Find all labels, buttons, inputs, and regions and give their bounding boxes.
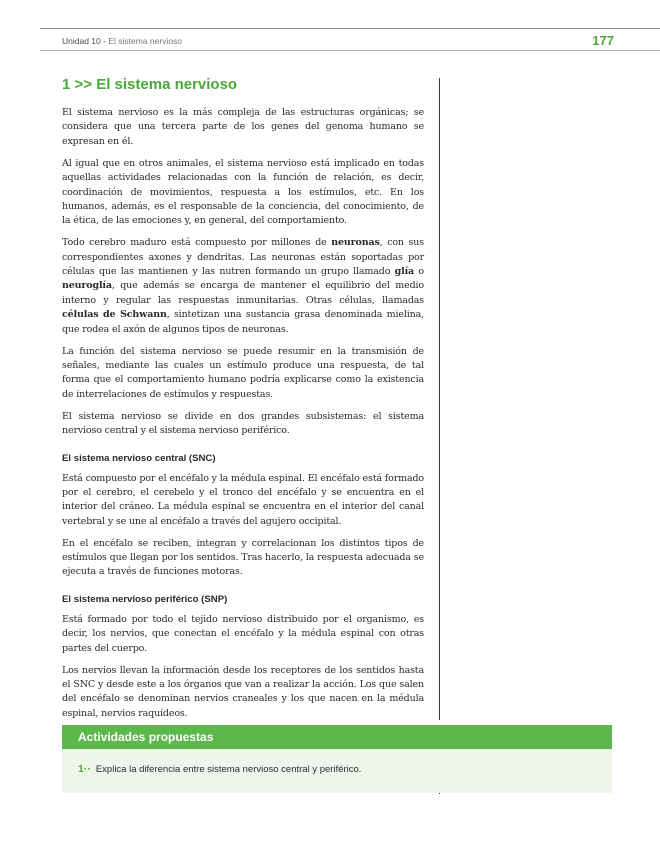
text-run: Todo cerebro maduro está compuesto por millones de [62,237,332,249]
term-neuroglia: neuroglía [62,280,112,292]
unit-name: Unidad 10 [62,36,101,46]
text-run: o [414,266,424,278]
paragraph-snc-composition: Está compuesto por el encéfalo y la médula espinal. El encéfalo está formado por el cerebro, el cerebelo y el tronco del encéfalo y se encuentra en el interior del cráneo. La médula espinal se encuentra en el interior del canal vertebral y se une al encéfalo a través del agujero occipital. [62,472,424,527]
paragraph-neurons [62,236,424,337]
unit-subtitle: El sistema nervioso [108,36,183,46]
activity-item [62,763,612,775]
section-title: 1 >> El sistema nervioso [62,76,238,93]
text-run: , con sus correspondientes axones y dendritas. Las neuronas están soportadas por células que las mantienen y las nutren formando un grupo llamado [62,237,424,278]
text-run: , que además se encarga de mantener el equilibrio del medio interno y regular las respuestas inmunitarias. Otras células, llamadas [62,280,424,306]
activities-box [62,725,612,793]
paragraph-intro: El sistema nervioso es la más compleja de las estructuras orgánicas; se considera que una tercera parte de los genes del genoma humano se expresan en él. [62,107,424,147]
activity-text: Explica la diferencia entre sistema nervioso central y periférico. [95,764,362,775]
term-neuronas: neuronas [331,237,380,249]
page-header [62,32,614,50]
paragraph-signals: La función del sistema nervioso se puede resumir en la transmisión de señales, mediante las cuales un estímulo produce una respuesta, de tal forma que el comportamiento humano podría explicarse como la existencia de interrelaciones de estímulos y respuestas. [62,345,424,400]
snc-heading: El sistema nervioso central (SNC) [62,452,216,464]
column-divider [439,78,440,720]
term-schwann: células de Schwann [62,309,167,321]
activity-number: 1·· [78,763,91,775]
main-content [62,76,424,729]
page-number: 177 [592,33,614,48]
unit-label [62,36,182,46]
paragraph-snp-function: Los nervios llevan la información desde los receptores de los sentidos hasta el SNC y desde este a los órganos que van a realizar la acción. Los que salen del encéfalo se denominan nervios craneales y los que nacen en la médula espinal, nervios raquídeos. [62,664,424,719]
paragraph-subsystems: El sistema nervioso se divide en dos grandes subsistemas: el sistema nervioso central y el sistema nervioso periférico. [62,410,424,437]
unit-separator: - [100,36,109,46]
term-glia: glía [394,266,415,278]
snp-heading: El sistema nervioso periférico (SNP) [62,593,228,605]
paragraph-functions: Al igual que en otros animales, el sistema nervioso está implicado en todas aquellas actividades relacionadas con la función de relación, es decir, coordinación de movimientos, respuesta a los estímulos, etc. En los humanos, además, es el responsable de la conciencia, del conocimiento, de la ética, de las emociones y, en general, del comportamiento. [62,157,424,227]
activities-title: Actividades propuestas [62,725,612,749]
paragraph-snc-function: En el encéfalo se reciben, integran y correlacionan los distintos tipos de estímulos que llegan por los sentidos. Tras hacerlo, la respuesta adecuada se ejecuta a través de funciones motoras. [62,537,424,578]
header-rule [40,50,660,51]
paragraph-snp-composition: Está formado por todo el tejido nervioso distribuido por el organismo, es decir, los nervios, que conectan el encéfalo y la médula espinal con otras partes del cuerpo. [62,613,424,654]
top-rule [40,28,660,29]
text-run: , sintetizan una sustancia grasa denominada mielina, que rodea el axón de algunos tipos de neuronas. [62,309,424,335]
